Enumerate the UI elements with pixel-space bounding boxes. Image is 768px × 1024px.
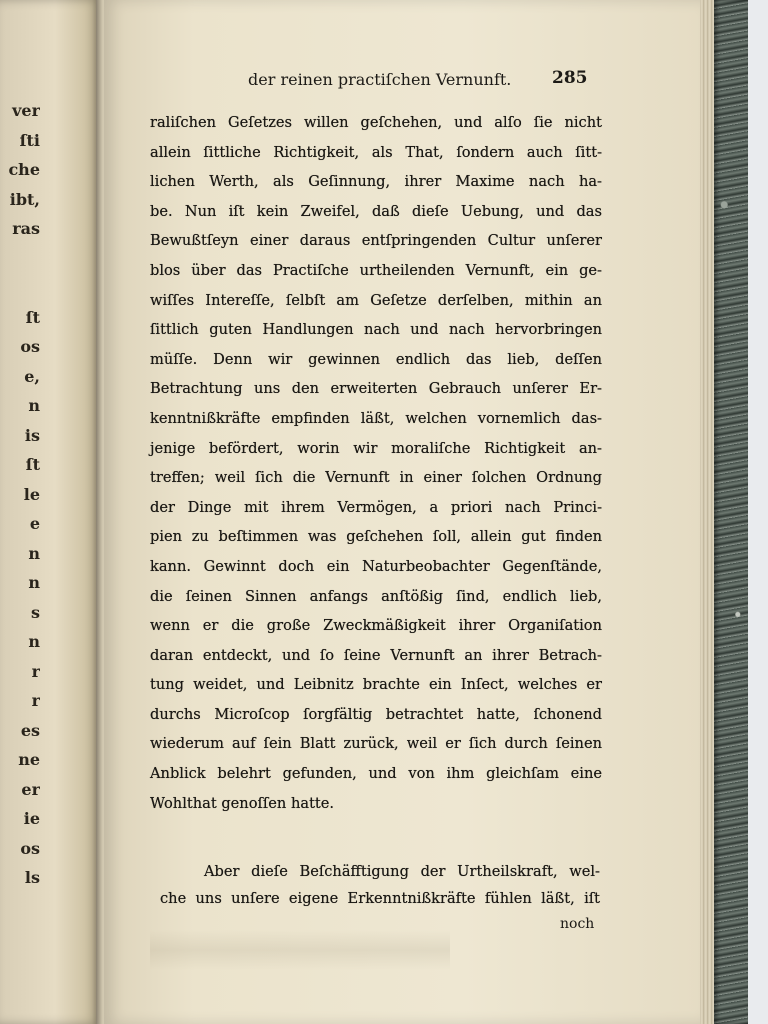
text-line: che [8, 160, 40, 179]
body-paragraph-1 [150, 108, 602, 818]
text-line: ſt [25, 307, 40, 327]
text-line [0, 244, 40, 274]
text-line: le [23, 484, 40, 504]
text-line: müſſe. Denn wir gewinnen endlich das lieb, deſſen [150, 350, 602, 368]
text-line: es [20, 720, 40, 740]
text-line: e [29, 514, 40, 533]
text-line: raliſchen Geſetzes willen geſchehen, und alſo ſie nicht [150, 114, 602, 131]
text-line: ie [23, 809, 40, 828]
text-line: ras [12, 219, 40, 238]
text-line: kenntnißkräfte empfinden läßt, welchen vornemlich das- [150, 409, 602, 427]
text-line: lichen Werth, als Geſinnung, ihrer Maxime nach ha- [150, 173, 602, 191]
body-paragraph-2 [160, 858, 600, 912]
text-line: pien zu beſtimmen was geſchehen ſoll, allein gut finden [150, 528, 602, 546]
text-line: n [28, 573, 40, 592]
page-number: 285 [552, 68, 588, 88]
text-line: r [31, 661, 40, 681]
text-line: wenn er die große Zweckmäßigkeit ihrer Organiſation [150, 617, 602, 635]
background [748, 0, 768, 1024]
text-line: jenige befördert, worin wir moraliſche Richtigkeit an- [150, 439, 602, 457]
text-line: kann. Gewinnt doch ein Naturbeobachter Gegenſtände, [150, 557, 602, 575]
text-line: allein ſittliche Richtigkeit, als That, ſondern auch ſitt- [150, 143, 602, 161]
text-line: n [28, 396, 40, 415]
left-page-text-fragments [0, 96, 40, 893]
text-line: er [21, 779, 40, 799]
text-line: wiſſes Intereſſe, ſelbſt am Geſetze derſelben, mithin an [150, 291, 602, 309]
text-line: ls [24, 868, 40, 887]
text-line: Betrachtung uns den erweiterten Gebrauch unſerer Er- [150, 380, 602, 398]
text-line: n [28, 543, 40, 563]
text-line: Wohlthat genoſſen hatte. [150, 794, 335, 812]
text-line: be. Nun iſt kein Zweifel, daß dieſe Uebung, und das [150, 202, 602, 220]
text-line [0, 273, 40, 303]
text-line: ſti [19, 130, 40, 150]
catchword: noch [560, 916, 595, 932]
text-line: che uns unſere eigene Erkenntnißkräfte fühlen läßt, iſt [160, 890, 600, 907]
text-line: die ſeinen Sinnen anfangs anſtößig ſind, endlich lieb, [150, 587, 602, 605]
text-line: ver [12, 101, 40, 120]
text-line: der Dinge mit ihrem Vermögen, a priori nach Princi- [150, 498, 602, 516]
text-line: ſt [25, 455, 40, 474]
text-line: daran entdeckt, und ſo ſeine Vernunft an ihrer Betrach- [150, 646, 602, 664]
text-line: e, [24, 366, 40, 386]
text-line: Anblick belehrt gefunden, und von ihm gleichſam eine [150, 765, 602, 783]
text-line: treffen; weil ſich die Vernunft in einer ſolchen Ordnung [150, 469, 602, 487]
running-head: der reinen practiſchen Vernunft. [248, 70, 512, 89]
text-line: ibt, [9, 189, 40, 209]
text-line: tung weidet, und Leibnitz brachte ein Inſect, welches er [150, 676, 602, 694]
text-line: ne [18, 750, 40, 769]
text-line: r [31, 691, 40, 710]
left-page [0, 0, 100, 1024]
text-line: blos über das Practiſche urtheilenden Vernunft, ein ge- [150, 261, 602, 279]
text-line: Aber dieſe Beſchäfftigung der Urtheilskraft, wel- [204, 863, 600, 880]
text-line: s [30, 602, 40, 622]
marbled-cover [714, 0, 748, 1024]
text-line: Bewußtſeyn einer daraus entſpringenden Cultur unſerer [150, 232, 602, 250]
text-line: os [20, 838, 40, 858]
text-line: is [24, 425, 40, 445]
text-line: ſittlich guten Handlungen nach und nach hervorbringen [150, 321, 602, 339]
text-line: durchs Microſcop ſorgfältig betrachtet hatte, ſchonend [150, 705, 602, 723]
show-through-shadow [150, 930, 450, 970]
text-line: os [20, 337, 40, 356]
text-line: n [28, 632, 40, 651]
text-line: wiederum auf ſein Blatt zurück, weil er ſich durch ſeinen [150, 735, 602, 753]
